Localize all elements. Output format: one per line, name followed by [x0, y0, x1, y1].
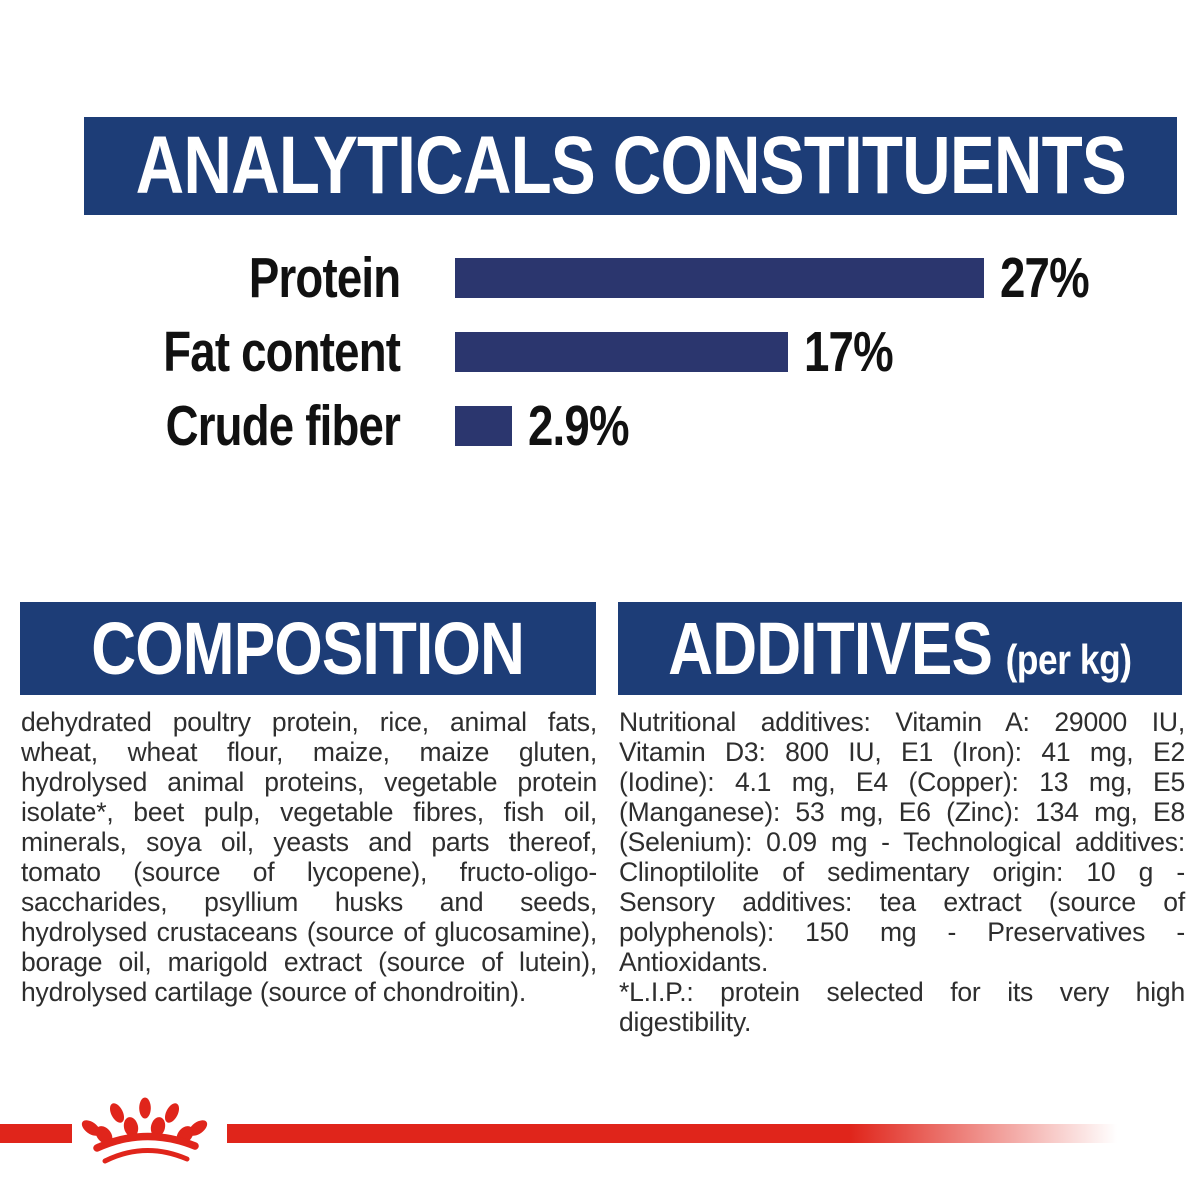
composition-title: COMPOSITION [91, 607, 525, 690]
additives-body-block [619, 707, 1185, 1037]
composition-header-banner [20, 602, 596, 695]
additives-body: Nutritional additives: Vitamin A: 29000 IU, Vitamin D3: 800 IU, E1 (Iron): 41 mg, E2 (Iodine): 4.1 mg, E4 (Copper): 13 mg, E5 (Manganese): 53 mg, E6 (Zinc): 134 mg, E8 (Selenium): 0.09 mg - Technological additives: Clinoptilolite of sedimentary origin: 10 g - Sensory additives: tea extract (source of polyphenols): 150 mg - Preservatives - Antioxidants. [619, 707, 1185, 977]
analyticals-header-banner [84, 117, 1177, 215]
chart-value-protein-text: 27% [1000, 245, 1089, 310]
additives-footnote: *L.I.P.: protein selected for its very high digestibility. [619, 977, 1185, 1037]
additives-title-suffix: (per kg) [1005, 636, 1132, 683]
bar-crude-fiber [455, 406, 512, 446]
chart-value-crude-fiber [528, 393, 654, 459]
red-stripe-right [227, 1124, 1117, 1143]
additives-header-banner [618, 602, 1182, 695]
chart-label-protein-text: Protein [248, 245, 400, 310]
chart-label-fat-content [0, 319, 400, 385]
chart-value-fat-content [804, 319, 915, 385]
chart-row-fat-content [0, 314, 1200, 389]
royal-canin-crown-icon [75, 1085, 225, 1170]
chart-row-crude-fiber [0, 388, 1200, 463]
chart-value-protein [1000, 245, 1111, 311]
chart-label-crude-fiber [0, 393, 400, 459]
chart-row-protein [0, 240, 1200, 315]
additives-title: ADDITIVES [668, 607, 993, 690]
chart-label-fat-content-text: Fat content [163, 319, 400, 384]
composition-body: dehydrated poultry protein, rice, animal fats, wheat, wheat flour, maize, maize gluten, hydrolysed animal proteins, vegetable protein isolate*, beet pulp, vegetable fibres, fish oil, minerals, soya oil, yeasts and parts thereof, tomato (source of lycopene), fructo-oligo-saccharides, psyllium husks and seeds, hydrolysed crustaceans (source of glucosamine), borage oil, marigold extract (source of lutein), hydrolysed cartilage (source of chondroitin). [21, 707, 597, 1007]
chart-label-crude-fiber-text: Crude fiber [165, 393, 400, 458]
analyticals-title: ANALYTICALS CONSTITUENTS [135, 120, 1126, 211]
chart-label-protein [0, 245, 400, 311]
chart-value-fat-content-text: 17% [804, 319, 893, 384]
chart-value-crude-fiber-text: 2.9% [528, 393, 629, 458]
additives-title-group [668, 606, 1131, 691]
bar-fat-content [455, 332, 788, 372]
bar-protein [455, 258, 984, 298]
red-stripe-left [0, 1124, 72, 1143]
